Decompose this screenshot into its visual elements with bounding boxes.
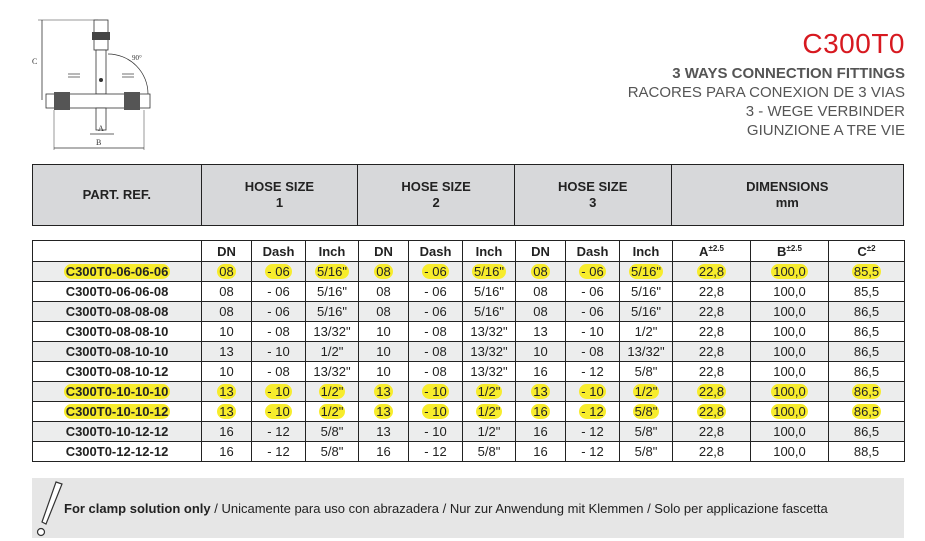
value-cell: 100,0 — [751, 322, 829, 342]
col-dim-c: $C^{\pm 2}$ — [829, 241, 905, 262]
table-row — [33, 302, 905, 322]
value-cell: 13 — [202, 382, 252, 402]
table-row — [33, 422, 905, 442]
value-cell: 16 — [202, 442, 252, 462]
value-cell: 22,8 — [673, 382, 751, 402]
value-cell: 5/16" — [620, 262, 673, 282]
value-cell: 22,8 — [673, 362, 751, 382]
value-cell: 08 — [202, 262, 252, 282]
col-inch-3: Inch — [620, 241, 673, 262]
value-cell: 08 — [359, 282, 409, 302]
value-cell: 5/16" — [306, 282, 359, 302]
value-cell: 1/2" — [620, 382, 673, 402]
parts-table — [32, 240, 905, 462]
table-row — [33, 322, 905, 342]
value-cell: 5/16" — [463, 282, 516, 302]
value-cell: 16 — [516, 402, 566, 422]
value-cell: 100,0 — [751, 302, 829, 322]
header-part-ref: PART. REF. — [33, 165, 202, 225]
table-row — [33, 262, 905, 282]
value-cell: 86,5 — [829, 322, 905, 342]
value-cell: 86,5 — [829, 302, 905, 322]
value-cell: 13 — [202, 402, 252, 422]
value-cell: 16 — [202, 422, 252, 442]
value-cell: 100,0 — [751, 282, 829, 302]
value-cell: 86,5 — [829, 422, 905, 442]
label-c: C — [32, 57, 38, 66]
value-cell: - 08 — [409, 362, 463, 382]
footer-bold: For clamp solution only — [64, 500, 211, 516]
value-cell: - 10 — [566, 382, 620, 402]
fitting-diagram — [28, 14, 158, 154]
value-cell: - 12 — [252, 422, 306, 442]
value-cell: - 08 — [252, 362, 306, 382]
col-dash-1: Dash — [252, 241, 306, 262]
value-cell: 5/8" — [620, 442, 673, 462]
value-cell: 100,0 — [751, 362, 829, 382]
value-cell: - 10 — [409, 402, 463, 422]
table-row — [33, 342, 905, 362]
value-cell: 88,5 — [829, 442, 905, 462]
title-english: 3 WAYS CONNECTION FITTINGS — [672, 65, 905, 82]
part-ref-cell: C300T0-08-08-08 — [33, 302, 202, 322]
value-cell: 08 — [202, 302, 252, 322]
col-inch-2: Inch — [463, 241, 516, 262]
col-dash-3: Dash — [566, 241, 620, 262]
value-cell: 13/32" — [620, 342, 673, 362]
part-ref-cell: C300T0-08-10-10 — [33, 342, 202, 362]
value-cell: 5/8" — [620, 402, 673, 422]
value-cell: 1/2" — [620, 322, 673, 342]
value-cell: 85,5 — [829, 262, 905, 282]
value-cell: 16 — [516, 362, 566, 382]
value-cell: 100,0 — [751, 382, 829, 402]
table-row — [33, 402, 905, 422]
value-cell: 22,8 — [673, 422, 751, 442]
col-part-ref — [33, 241, 202, 262]
part-ref-cell: C300T0-10-12-12 — [33, 422, 202, 442]
value-cell: 1/2" — [306, 382, 359, 402]
value-cell: - 10 — [252, 342, 306, 362]
col-dim-b: $B^{\pm 2.5}$ — [751, 241, 829, 262]
value-cell: 1/2" — [306, 342, 359, 362]
value-cell: - 08 — [252, 322, 306, 342]
label-angle: 90° — [132, 54, 142, 62]
value-cell: 22,8 — [673, 402, 751, 422]
table-row — [33, 282, 905, 302]
table-row — [33, 382, 905, 402]
value-cell: 5/8" — [306, 422, 359, 442]
value-cell: 1/2" — [306, 402, 359, 422]
value-cell: 08 — [359, 302, 409, 322]
value-cell: - 06 — [566, 302, 620, 322]
value-cell: 86,5 — [829, 382, 905, 402]
value-cell: 16 — [359, 442, 409, 462]
value-cell: 10 — [202, 362, 252, 382]
value-cell: 5/16" — [463, 302, 516, 322]
title-german: 3 - WEGE VERBINDER — [745, 103, 905, 120]
value-cell: - 10 — [409, 422, 463, 442]
value-cell: 5/16" — [306, 262, 359, 282]
value-cell: 5/8" — [620, 362, 673, 382]
value-cell: 13 — [359, 402, 409, 422]
value-cell: - 12 — [409, 442, 463, 462]
product-code: C300T0 — [802, 28, 905, 59]
value-cell: 13 — [359, 382, 409, 402]
value-cell: 22,8 — [673, 322, 751, 342]
value-cell: - 10 — [566, 322, 620, 342]
value-cell: 13/32" — [306, 322, 359, 342]
value-cell: 85,5 — [829, 282, 905, 302]
value-cell: 10 — [359, 342, 409, 362]
table-row — [33, 362, 905, 382]
part-ref-cell: C300T0-12-12-12 — [33, 442, 202, 462]
value-cell: - 06 — [566, 262, 620, 282]
footer-note — [32, 478, 904, 538]
value-cell: - 06 — [252, 282, 306, 302]
value-cell: 5/16" — [463, 262, 516, 282]
value-cell: - 12 — [566, 422, 620, 442]
value-cell: - 10 — [252, 382, 306, 402]
value-cell: 5/16" — [306, 302, 359, 322]
title-block — [628, 28, 905, 140]
footer-text — [64, 501, 828, 516]
value-cell: 22,8 — [673, 302, 751, 322]
label-a: A — [98, 124, 104, 133]
part-ref-cell: C300T0-08-08-10 — [33, 322, 202, 342]
value-cell: 86,5 — [829, 342, 905, 362]
value-cell: 13/32" — [463, 322, 516, 342]
value-cell: 16 — [516, 442, 566, 462]
value-cell: - 06 — [409, 262, 463, 282]
value-cell: 08 — [202, 282, 252, 302]
value-cell: - 06 — [252, 302, 306, 322]
value-cell: - 06 — [252, 262, 306, 282]
value-cell: - 10 — [252, 402, 306, 422]
label-b: B — [96, 138, 102, 147]
value-cell: 100,0 — [751, 342, 829, 362]
part-ref-cell: C300T0-10-10-10 — [33, 382, 202, 402]
value-cell: 86,5 — [829, 402, 905, 422]
value-cell: 08 — [516, 302, 566, 322]
value-cell: - 06 — [566, 282, 620, 302]
value-cell: 10 — [202, 322, 252, 342]
col-inch-1: Inch — [306, 241, 359, 262]
value-cell: 100,0 — [751, 442, 829, 462]
col-dn-1: DN — [202, 241, 252, 262]
value-cell: 13/32" — [463, 342, 516, 362]
value-cell: 100,0 — [751, 262, 829, 282]
value-cell: 13 — [516, 382, 566, 402]
table-group-header — [32, 164, 904, 226]
value-cell: - 08 — [409, 322, 463, 342]
footer-rest: / Unicamente para uso con abrazadera / Nur zur Anwendung mit Klemmen / Solo per applicazione fascetta — [210, 500, 828, 516]
value-cell: 13 — [359, 422, 409, 442]
part-ref-cell: C300T0-08-10-12 — [33, 362, 202, 382]
value-cell: - 12 — [566, 362, 620, 382]
value-cell: - 12 — [566, 402, 620, 422]
part-ref-cell: C300T0-06-06-06 — [33, 262, 202, 282]
value-cell: 1/2" — [463, 422, 516, 442]
value-cell: - 08 — [409, 342, 463, 362]
value-cell: 13/32" — [463, 362, 516, 382]
value-cell: 86,5 — [829, 362, 905, 382]
table-row — [33, 442, 905, 462]
value-cell: 22,8 — [673, 282, 751, 302]
value-cell: 22,8 — [673, 342, 751, 362]
column-header-row — [33, 241, 905, 262]
value-cell: 13 — [202, 342, 252, 362]
header-hose-size-1: HOSE SIZE 1 — [202, 165, 359, 225]
value-cell: 16 — [516, 422, 566, 442]
title-spanish: RACORES PARA CONEXION DE 3 VIAS — [627, 84, 905, 101]
value-cell: 100,0 — [751, 402, 829, 422]
header-hose-size-3: HOSE SIZE 3 — [515, 165, 672, 225]
value-cell: - 06 — [409, 282, 463, 302]
value-cell: - 10 — [409, 382, 463, 402]
value-cell: 5/16" — [620, 282, 673, 302]
header-hose-size-2: HOSE SIZE 2 — [358, 165, 515, 225]
value-cell: 10 — [516, 342, 566, 362]
value-cell: 13/32" — [306, 362, 359, 382]
value-cell: 08 — [516, 282, 566, 302]
value-cell: - 12 — [252, 442, 306, 462]
value-cell: 22,8 — [673, 262, 751, 282]
value-cell: 10 — [359, 322, 409, 342]
value-cell: 22,8 — [673, 442, 751, 462]
value-cell: - 06 — [409, 302, 463, 322]
value-cell: 08 — [516, 262, 566, 282]
value-cell: 5/8" — [463, 442, 516, 462]
col-dn-2: DN — [359, 241, 409, 262]
part-ref-cell: C300T0-06-06-08 — [33, 282, 202, 302]
value-cell: 1/2" — [463, 382, 516, 402]
value-cell: 5/16" — [620, 302, 673, 322]
value-cell: 13 — [516, 322, 566, 342]
col-dim-a: $A^{\pm 2.5}$ — [673, 241, 751, 262]
value-cell: 10 — [359, 362, 409, 382]
col-dash-2: Dash — [409, 241, 463, 262]
value-cell: - 08 — [566, 342, 620, 362]
col-dn-3: DN — [516, 241, 566, 262]
value-cell: 100,0 — [751, 422, 829, 442]
value-cell: 08 — [359, 262, 409, 282]
part-ref-cell: C300T0-10-10-12 — [33, 402, 202, 422]
value-cell: - 12 — [566, 442, 620, 462]
table-body — [33, 262, 905, 462]
value-cell: 5/8" — [306, 442, 359, 462]
title-italian: GIUNZIONE A TRE VIE — [746, 122, 905, 139]
value-cell: 1/2" — [463, 402, 516, 422]
header-dimensions: DIMENSIONS mm — [746, 179, 829, 210]
value-cell: 5/8" — [620, 422, 673, 442]
